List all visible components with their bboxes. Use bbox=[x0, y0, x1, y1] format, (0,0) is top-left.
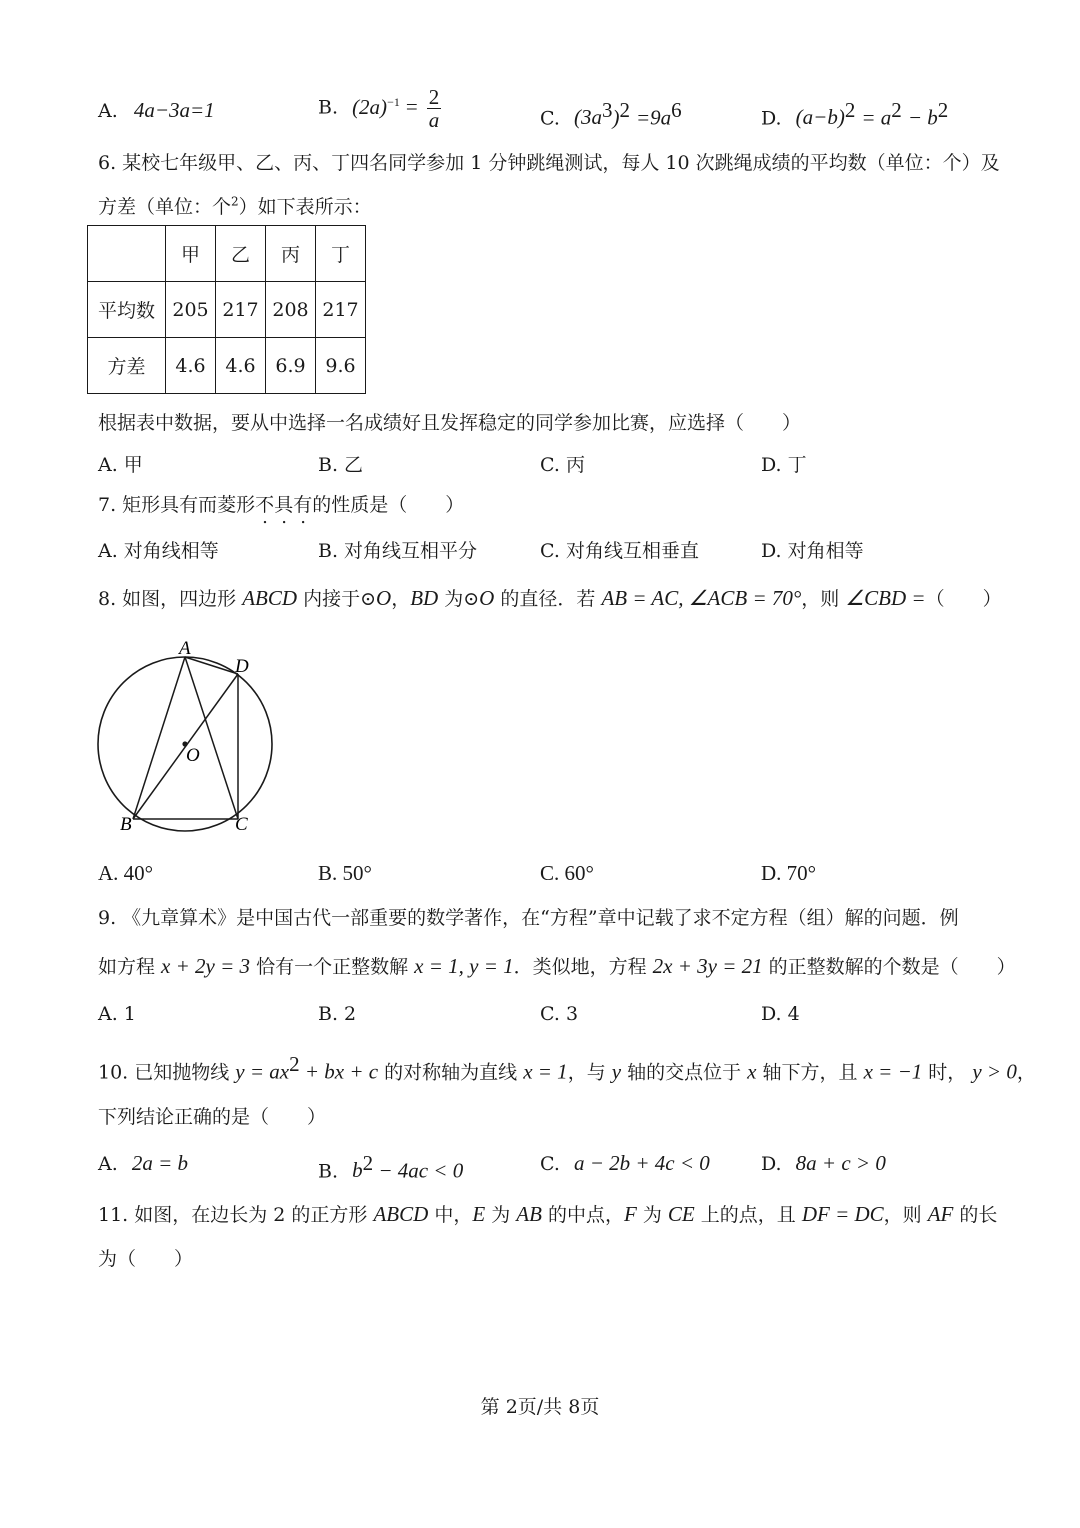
table-cell: 205 bbox=[166, 282, 216, 338]
table-row bbox=[88, 282, 366, 338]
table-cell: 丙 bbox=[266, 226, 316, 282]
q10-option-b: B. $b^2 - 4ac < 0$ bbox=[318, 1151, 464, 1183]
segment-ad bbox=[185, 657, 238, 674]
table-cell: 4.6 bbox=[166, 338, 216, 394]
table-cell: 217 bbox=[216, 282, 266, 338]
q6-option-b: B. 乙 bbox=[318, 454, 364, 476]
q6-score-table bbox=[87, 225, 366, 394]
label-c: C bbox=[235, 814, 248, 835]
q9-stem-line2: 如方程 x + 2y = 3 恰有一个正整数解 x = 1, y = 1．类似地，方程 2x + 3y = 21 的正整数解的个数是（ ） bbox=[98, 954, 1016, 978]
q6-question: 根据表中数据，要从中选择一名成绩好且发挥稳定的同学参加比赛，应选择（ ） bbox=[98, 412, 802, 434]
table-cell: 217 bbox=[316, 282, 366, 338]
table-cell: 9.6 bbox=[316, 338, 366, 394]
q8-option-b: B. 50° bbox=[318, 861, 372, 885]
q9-option-d: D. 4 bbox=[761, 1003, 800, 1025]
label-o: O bbox=[186, 745, 200, 766]
table-row bbox=[88, 338, 366, 394]
label-d: D bbox=[235, 656, 249, 677]
q11-stem-line2: 为（ ） bbox=[98, 1248, 194, 1270]
q7-option-d: D. 对角相等 bbox=[761, 540, 864, 562]
q6-option-c: C. 丙 bbox=[540, 454, 585, 476]
q7-option-a: A. 对角线相等 bbox=[98, 540, 219, 562]
q10-stem-line1: 10. 已知抛物线 $y = ax^2$ + bx + c 的对称轴为直线 x = 1，与 y 轴的交点位于 x 轴下方，且 x = −1 时， y > 0， bbox=[98, 1052, 1036, 1084]
table-header-row bbox=[88, 226, 366, 282]
segment-ab bbox=[133, 657, 185, 819]
table-cell: 乙 bbox=[216, 226, 266, 282]
table-cell bbox=[88, 226, 166, 282]
q5-option-c: C. $(3a^3)^2 =9a^6$ bbox=[540, 98, 682, 130]
q7-option-b: B. 对角线互相平分 bbox=[318, 540, 478, 562]
q6-stem-line1: 6. 某校七年级甲、乙、丙、丁四名同学参加 1 分钟跳绳测试，每人 10 次跳绳成绩的平均数（单位：个）及 bbox=[98, 152, 1000, 174]
q5-b-fraction: $\frac{2}{a}$ bbox=[428, 85, 440, 132]
q8-option-a: A. 40° bbox=[98, 861, 154, 885]
q8-option-d: D. 70° bbox=[761, 861, 817, 885]
table-cell: 甲 bbox=[166, 226, 216, 282]
q6-stem-line2: 方差（单位：个$^2$）如下表所示： bbox=[98, 194, 372, 218]
table-cell: 丁 bbox=[316, 226, 366, 282]
q9-option-c: C. 3 bbox=[540, 1003, 579, 1025]
page-footer: 第 2页/共 8页 bbox=[480, 1396, 600, 1418]
q7-option-c: C. 对角线互相垂直 bbox=[540, 540, 699, 562]
q9-stem-line1: 9. 《九章算术》是中国古代一部重要的数学著作，在“方程”章中记载了求不定方程（组）解的问题．例 bbox=[98, 907, 959, 929]
q5-option-b: B. $(2a)^{-1}$ = $\frac{2}{a}$ bbox=[318, 85, 440, 132]
table-cell: 6.9 bbox=[266, 338, 316, 394]
q6-option-d: D. 丁 bbox=[761, 454, 807, 476]
q10-option-a: A. 2a = b bbox=[98, 1151, 188, 1175]
q9-option-b: B. 2 bbox=[318, 1003, 357, 1025]
q6-option-a: A. 甲 bbox=[98, 454, 143, 476]
table-cell: 方差 bbox=[88, 338, 166, 394]
q10-option-c: C. a − 2b + 4c < 0 bbox=[540, 1151, 710, 1175]
table-cell: 208 bbox=[266, 282, 316, 338]
q9-option-a: A. 1 bbox=[98, 1003, 136, 1025]
q11-stem-line1: 11. 如图，在边长为 2 的正方形 ABCD 中，E 为 AB 的中点，F 为 CE 上的点，且 DF = DC，则 AF 的长 bbox=[98, 1202, 998, 1226]
q8-stem: 8. 如图，四边形 ABCD 内接于⊙O，BD 为⊙O 的直径．若 AB = AC, ∠ACB = 70°，则 ∠CBD =（ ） bbox=[98, 586, 1002, 610]
segment-ac bbox=[185, 657, 238, 819]
label-a: A bbox=[179, 638, 191, 659]
q7-stem: 7. 矩形具有而菱形不具有的性质是（ ） bbox=[98, 494, 465, 516]
q8-circle-figure bbox=[90, 636, 290, 846]
table-cell: 平均数 bbox=[88, 282, 166, 338]
table-cell: 4.6 bbox=[216, 338, 266, 394]
label-b: B bbox=[120, 814, 132, 835]
q5-option-d: D. $(a-b)^2 = a^2 - b^2$ bbox=[761, 98, 949, 130]
q10-stem-line2: 下列结论正确的是（ ） bbox=[98, 1106, 327, 1128]
q8-option-c: C. 60° bbox=[540, 861, 594, 885]
q10-option-d: D. 8a + c > 0 bbox=[761, 1151, 886, 1175]
q5-option-a: A. 4a−3a=1 bbox=[98, 98, 215, 122]
